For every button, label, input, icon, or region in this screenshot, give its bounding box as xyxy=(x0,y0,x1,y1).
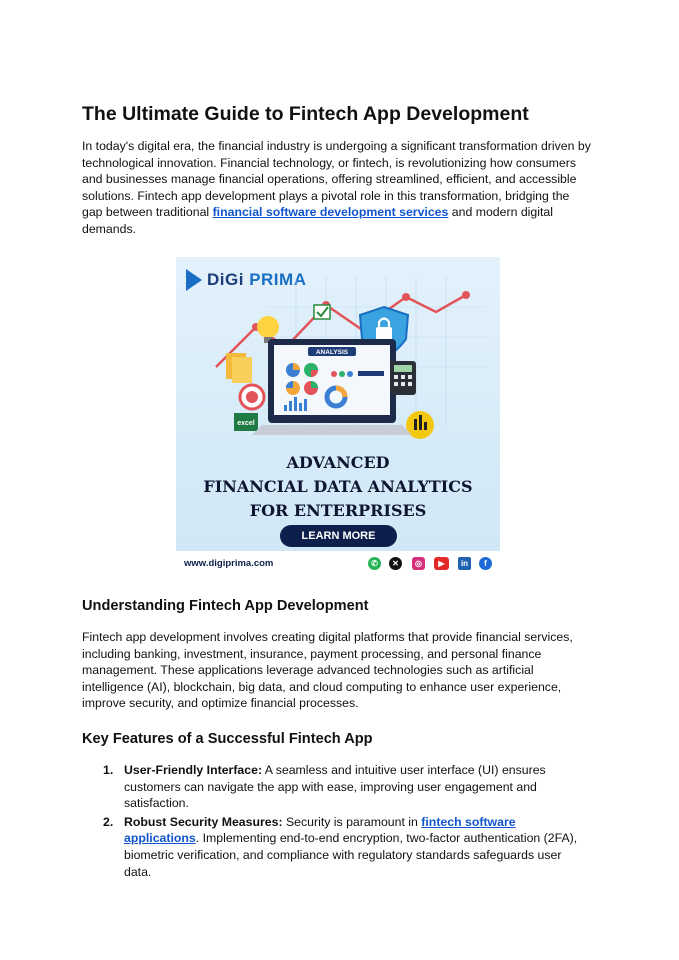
intro-paragraph xyxy=(82,138,592,238)
learn-more-button[interactable]: LEARN MORE xyxy=(280,525,397,547)
banner-title-line2: FINANCIAL DATA ANALYTICS xyxy=(203,477,473,496)
list-number: 2. xyxy=(103,814,114,829)
logo-text-digi: DiGi xyxy=(207,270,244,289)
section-body-understanding: Fintech app development involves creating digital platforms that provide financial services, including banking, investment, insurance, payment processing, and personal finance management. These applications leverage advanced technologies such as artificial intelligence (AI), blockchain, big data, and cloud computing to enhance user experience, improve security, and optimize financial processes. xyxy=(82,630,573,711)
intro-text-before: In today's digital era, the financial industry is undergoing a significant transformation driven by technological innovation. Financial technology, or fintech, is revolutionizing how consumers and businesses manage financial operations, offering streamlined, efficient, and accessible solutions. Fintech app development plays a pivotal role in this transformation, bridging the gap between traditional xyxy=(82,139,591,220)
svg-text:excel: excel xyxy=(237,420,255,427)
keyboard-icon xyxy=(252,425,412,435)
screen-analysis-label: ANALYSIS xyxy=(315,349,349,356)
digiprima-banner[interactable] xyxy=(176,257,500,577)
list-item xyxy=(82,762,592,812)
x-twitter-icon[interactable]: ✕ xyxy=(389,557,402,570)
features-list xyxy=(82,762,592,882)
feature-text-before: Security is paramount in xyxy=(282,814,422,829)
youtube-icon[interactable]: ▶ xyxy=(434,557,449,570)
banner-title-line1: ADVANCED xyxy=(286,453,390,472)
intro-text-after: and modern digital demands. xyxy=(82,205,553,236)
feature-text: A seamless and intuitive user interface (UI) ensures customers can navigate the app with ease, improving user engagement and satisfaction. xyxy=(124,763,546,811)
banner-url[interactable]: www.digiprima.com xyxy=(184,558,274,569)
financial-software-link[interactable]: financial software development services xyxy=(212,205,449,220)
banner-title-line3: FOR ENTERPRISES xyxy=(249,501,427,520)
feature-text-after: . Implementing end-to-end encryption, two-factor authentication (2FA), biometric verification, and compliance with regulatory standards safeguards user data. xyxy=(124,831,578,879)
fintech-software-link[interactable]: fintech software applications xyxy=(124,814,516,846)
feature-label: User-Friendly Interface: xyxy=(124,763,263,777)
list-number: 1. xyxy=(103,763,114,777)
whatsapp-icon[interactable]: ✆ xyxy=(368,557,381,570)
instagram-icon[interactable]: ◎ xyxy=(412,557,425,570)
section-heading-key-features: Key Features of a Successful Fintech App xyxy=(82,731,373,747)
lightbulb-icon xyxy=(257,316,279,338)
list-item xyxy=(82,814,592,880)
section-heading-understanding: Understanding Fintech App Development xyxy=(82,598,369,614)
feature-label: Robust Security Measures: xyxy=(124,814,283,829)
logo-text-prima: PRIMA xyxy=(249,270,307,289)
page-title: The Ultimate Guide to Fintech App Development xyxy=(82,103,529,125)
analytics-illustration xyxy=(176,257,500,447)
banner-footer xyxy=(176,551,500,577)
linkedin-icon[interactable]: in xyxy=(458,557,471,570)
facebook-icon[interactable]: f xyxy=(479,557,492,570)
